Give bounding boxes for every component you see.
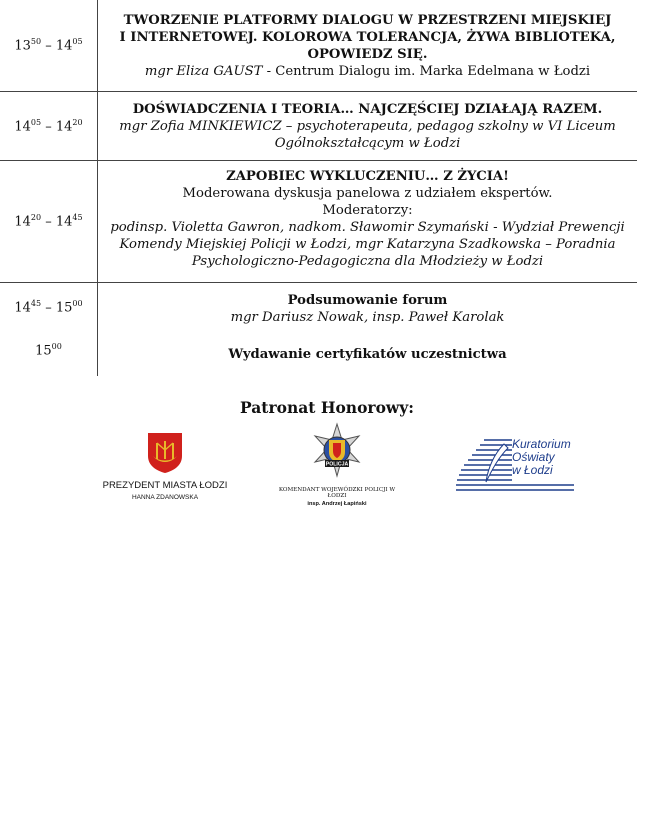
time-cell	[0, 161, 98, 282]
kuratorium-line1: Kuratorium	[512, 437, 571, 451]
session-cell	[98, 0, 637, 91]
kuratorium-line3: w Łodzi	[512, 463, 553, 477]
police-commander-logo	[272, 422, 402, 507]
time-single: $15^{00}$	[35, 342, 62, 359]
moderator-line: Komendy Miejskiej Policji w Łodzi, mgr Katarzyna Szadkowska – Poradnia	[119, 237, 616, 252]
lodz-mayor-name: HANNA ZDANOWSKA	[131, 494, 199, 501]
lodz-coat-of-arms-icon	[147, 432, 183, 474]
session-speaker-line: Ogólnokształcącym w Łodzi	[274, 136, 461, 151]
time-range: $14^{05} - 14^{20}$	[14, 117, 83, 135]
session-speaker-line: mgr Zofia MINKIEWICZ – psychoterapeuta, pedagog szkolny w VI Liceum	[119, 119, 616, 134]
kuratorium-line2: Oświaty	[512, 450, 555, 464]
kuratorium-logo	[456, 436, 592, 494]
police-badge-label: POLICJA	[325, 461, 349, 468]
time-range: $14^{45} - 15^{00}$	[14, 299, 83, 316]
time-range: $14^{20} - 14^{45}$	[14, 213, 83, 230]
session-title: ZAPOBIEC WYKLUCZENIU… Z ŻYCIA!	[226, 169, 509, 184]
moderators-label: Moderatorzy:	[322, 203, 413, 218]
session-title-line: TWORZENIE PLATFORMY DIALOGU W PRZESTRZENI MIEJSKIEJ	[123, 13, 612, 28]
session-subtitle: Moderowana dyskusja panelowa z udziałem ekspertów.	[182, 186, 553, 201]
time-cell	[0, 0, 98, 91]
schedule-row	[0, 283, 637, 376]
schedule-table	[0, 0, 637, 376]
police-star-badge-icon	[309, 422, 365, 480]
police-commander-title: KOMENDANT WOJEWÓDZKI POLICJI W ŁODZI	[278, 487, 396, 499]
session-cell	[98, 283, 637, 376]
session-cell	[98, 92, 637, 160]
session-title-line: I INTERNETOWEJ. KOLOROWA TOLERANCJA, ŻYWA BIBLIOTEKA,	[119, 30, 616, 45]
patronage-title: Patronat Honorowy:	[240, 398, 414, 417]
moderator-line: Psychologiczno-Pedagogiczna dla Młodzieży w Łodzi	[191, 254, 544, 269]
session-title: Podsumowanie forum	[287, 293, 448, 308]
time-cell	[0, 283, 98, 376]
session-cell	[98, 161, 637, 282]
session-speakers: mgr Dariusz Nowak, insp. Paweł Karolak	[230, 310, 505, 325]
time-cell	[0, 92, 98, 160]
lodz-mayor-title: PREZYDENT MIASTA ŁODZI	[102, 480, 228, 491]
schedule-row	[0, 161, 637, 283]
time-range: $13^{50} - 14^{05}$	[14, 37, 83, 54]
session-title: DOŚWIADCZENIA I TEORIA… NAJCZĘŚCIEJ DZIAŁAJĄ RAZEM.	[132, 102, 603, 117]
schedule-row	[0, 0, 637, 92]
police-commander-name: insp. Andrzej Łapiński	[307, 501, 367, 507]
certificates-title: Wydawanie certyfikatów uczestnictwa	[228, 347, 507, 362]
schedule-row	[0, 92, 637, 161]
session-speaker: mgr Eliza GAUST - Centrum Dialogu im. Marka Edelmana w Łodzi	[144, 64, 591, 79]
session-title-line: OPOWIEDZ SIĘ.	[307, 47, 428, 62]
lodz-mayor-logo	[100, 432, 230, 501]
moderator-line: podinsp. Violetta Gawron, nadkom. Sławomir Szymański - Wydział Prewencji	[110, 220, 625, 235]
